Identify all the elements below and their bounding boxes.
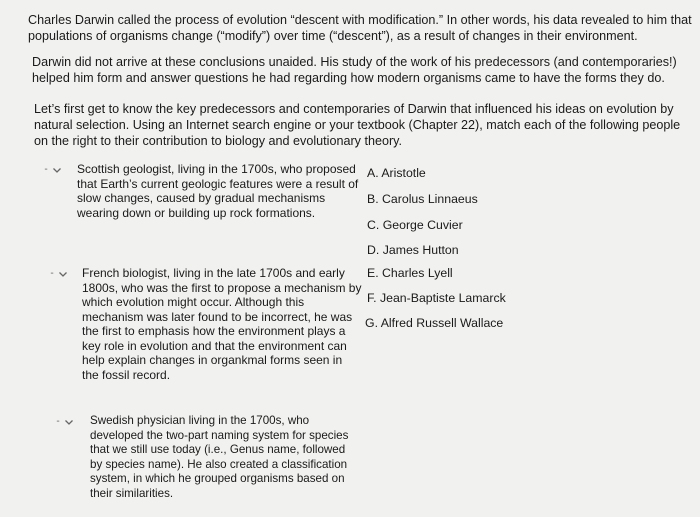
- match-select-3[interactable]: [52, 416, 82, 428]
- match-question-2: [46, 266, 366, 406]
- match-select-2[interactable]: [46, 268, 76, 280]
- option-d: D. James Hutton: [367, 243, 459, 257]
- chevron-down-icon: [64, 417, 74, 427]
- option-e: E. Charles Lyell: [367, 266, 453, 280]
- instructions-paragraph: Let’s first get to know the key predecessors and contemporaries of Darwin that influenced his ideas on evolution by natural selection. Using an Internet search engine or your textbook (Chapter 22), match each of the following people on the right to their contribution to biology and evolutionary theory.: [34, 102, 681, 148]
- intro-paragraph-1: Charles Darwin called the process of evolution “descent with modification.” In other words, his data revealed to him that populations of organisms change (“modify”) over time (“descent”), as a result of changes in their environment.: [28, 13, 692, 43]
- select-value: -: [50, 267, 54, 279]
- intro-paragraph-2: Darwin did not arrive at these conclusions unaided. His study of the work of his predecessors (and contemporaries!) helped him form and answer questions he had regarding how modern organisms came to have the forms they do.: [32, 55, 677, 85]
- option-b: B. Carolus Linnaeus: [367, 192, 478, 206]
- question-text: Swedish physician living in the 1700s, who developed the two-part naming system for species that we still use today (i.e., Genus name, followed by species name). He also created a classification system, in which he grouped organisms based on their similarities.: [90, 414, 349, 500]
- match-select-1[interactable]: [40, 164, 70, 176]
- option-c: C. George Cuvier: [367, 218, 463, 232]
- select-value: -: [44, 163, 48, 175]
- question-text: French biologist, living in the late 1700s and early 1800s, who was the first to propose a mechanism by which evolution might occur. Although this mechanism was later found to be incorrect, he was the first to emphasis how the environment plays a key role in evolution and that the environment can help explain changes in organkmal forms seen in the fossil record.: [82, 266, 362, 382]
- chevron-down-icon: [52, 165, 62, 175]
- match-question-1: [40, 162, 360, 242]
- select-value: -: [56, 415, 60, 427]
- question-text: Scottish geologist, living in the 1700s, who proposed that Earth’s current geologic features were a result of slow changes, caused by gradual mechanisms wearing down or building up rock formations.: [77, 162, 359, 220]
- match-question-3: [52, 414, 372, 514]
- option-f: F. Jean-Baptiste Lamarck: [367, 291, 506, 305]
- option-a: A. Aristotle: [367, 166, 426, 180]
- chevron-down-icon: [58, 269, 68, 279]
- option-g: G. Alfred Russell Wallace: [365, 316, 504, 330]
